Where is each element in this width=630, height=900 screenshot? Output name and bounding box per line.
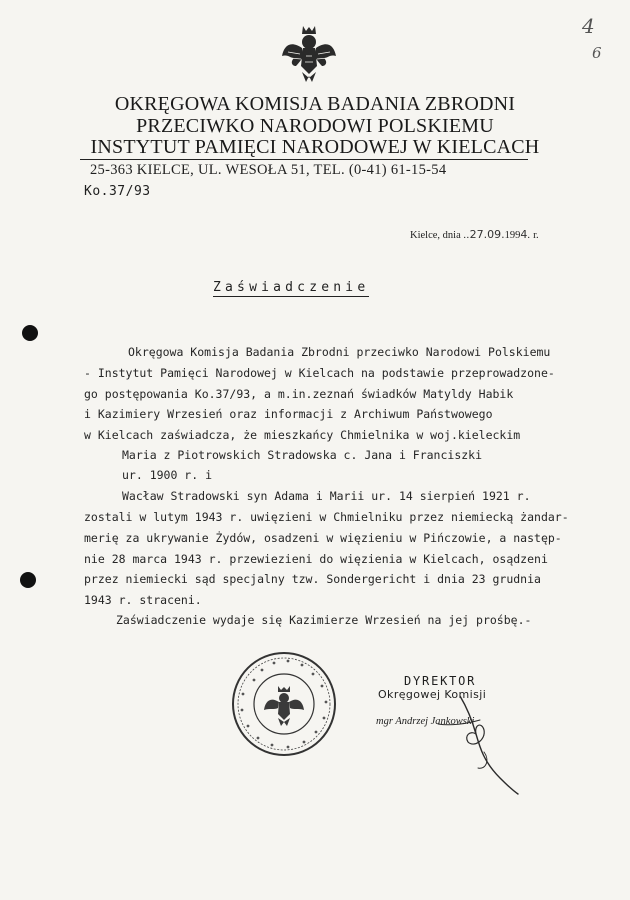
signatory-title: DYREKTOR bbox=[404, 674, 477, 688]
body-line: przez niemiecki sąd specjalny tzw. Sondergericht i dnia 23 grudnia bbox=[84, 572, 541, 586]
header-line-1: OKRĘGOWA KOMISJA BADANIA ZBRODNI bbox=[114, 93, 516, 115]
document-title: Zaświadczenie bbox=[213, 280, 370, 295]
punch-hole-bottom bbox=[20, 572, 36, 588]
eagle-emblem-icon bbox=[280, 22, 338, 86]
body-line: Okręgowa Komisja Badania Zbrodni przeciwko Narodowi Polskiemu bbox=[128, 345, 551, 359]
body-line: go postępowania Ko.37/93, a m.in.zeznań świadków Matyldy Habik bbox=[84, 387, 514, 401]
signatory-organization: Okręgowej Komisji bbox=[378, 688, 487, 701]
body-line: - Instytut Pamięci Narodowej w Kielcach na podstawie przeprowadzone- bbox=[84, 366, 555, 380]
body-line: Maria z Piotrowskich Stradowska c. Jana i Franciszki bbox=[122, 448, 483, 462]
header-line-2: PRZECIWKO NARODOWI POLSKIEMU bbox=[136, 115, 494, 137]
body-line: 1943 r. straceni. bbox=[84, 593, 202, 607]
header-address: 25-363 KIELCE, UL. WESOŁA 51, TEL. (0-41) 61-15-54 bbox=[90, 162, 447, 178]
body-line: nie 28 marca 1943 r. przewiezieni do więzienia w Kielcach, osądzeni bbox=[84, 552, 548, 566]
body-line: Wacław Stradowski syn Adama i Marii ur. 14 sierpień 1921 r. bbox=[122, 489, 531, 503]
corner-mark-bottom: 6 bbox=[592, 44, 602, 62]
signatory-name: mgr Andrzej Jankowski bbox=[376, 716, 475, 727]
punch-hole-top bbox=[22, 325, 38, 341]
body-line: ur. 1900 r. i bbox=[122, 468, 213, 482]
date-year-digit: 4 bbox=[520, 228, 528, 241]
body-line: w Kielcach zaświadcza, że mieszkańcy Chmielnika w woj.kieleckim bbox=[84, 428, 521, 442]
body-line: zostali w lutym 1943 r. uwięzieni w Chmielniku przez niemiecką żandar- bbox=[84, 510, 569, 524]
header-rule bbox=[80, 159, 528, 160]
date-day-month: 27.09. bbox=[469, 228, 505, 241]
body-line: i Kazimiery Wrzesień oraz informacji z Archiwum Państwowego bbox=[84, 407, 493, 421]
header-line-3: INSTYTUT PAMIĘCI NARODOWEJ W KIELCACH bbox=[90, 136, 540, 158]
body-line: merię za ukrywanie Żydów, osadzeni w więzieniu w Pińczowie, a następ- bbox=[84, 531, 562, 545]
date-year-prefix: 199 bbox=[504, 230, 521, 241]
handwritten-signature-icon bbox=[420, 690, 540, 800]
date-suffix: r. bbox=[533, 230, 539, 241]
date-line: Kielce, dnia ..27.09.1994. r. bbox=[410, 228, 539, 241]
corner-mark-top: 4 bbox=[582, 14, 595, 38]
reference-number: Ko.37/93 bbox=[84, 184, 151, 199]
body-line: Zaświadczenie wydaje się Kazimierze Wrzesień na jej prośbę.- bbox=[116, 613, 532, 627]
date-prefix: Kielce, dnia bbox=[410, 230, 461, 241]
official-stamp-icon bbox=[230, 650, 338, 758]
